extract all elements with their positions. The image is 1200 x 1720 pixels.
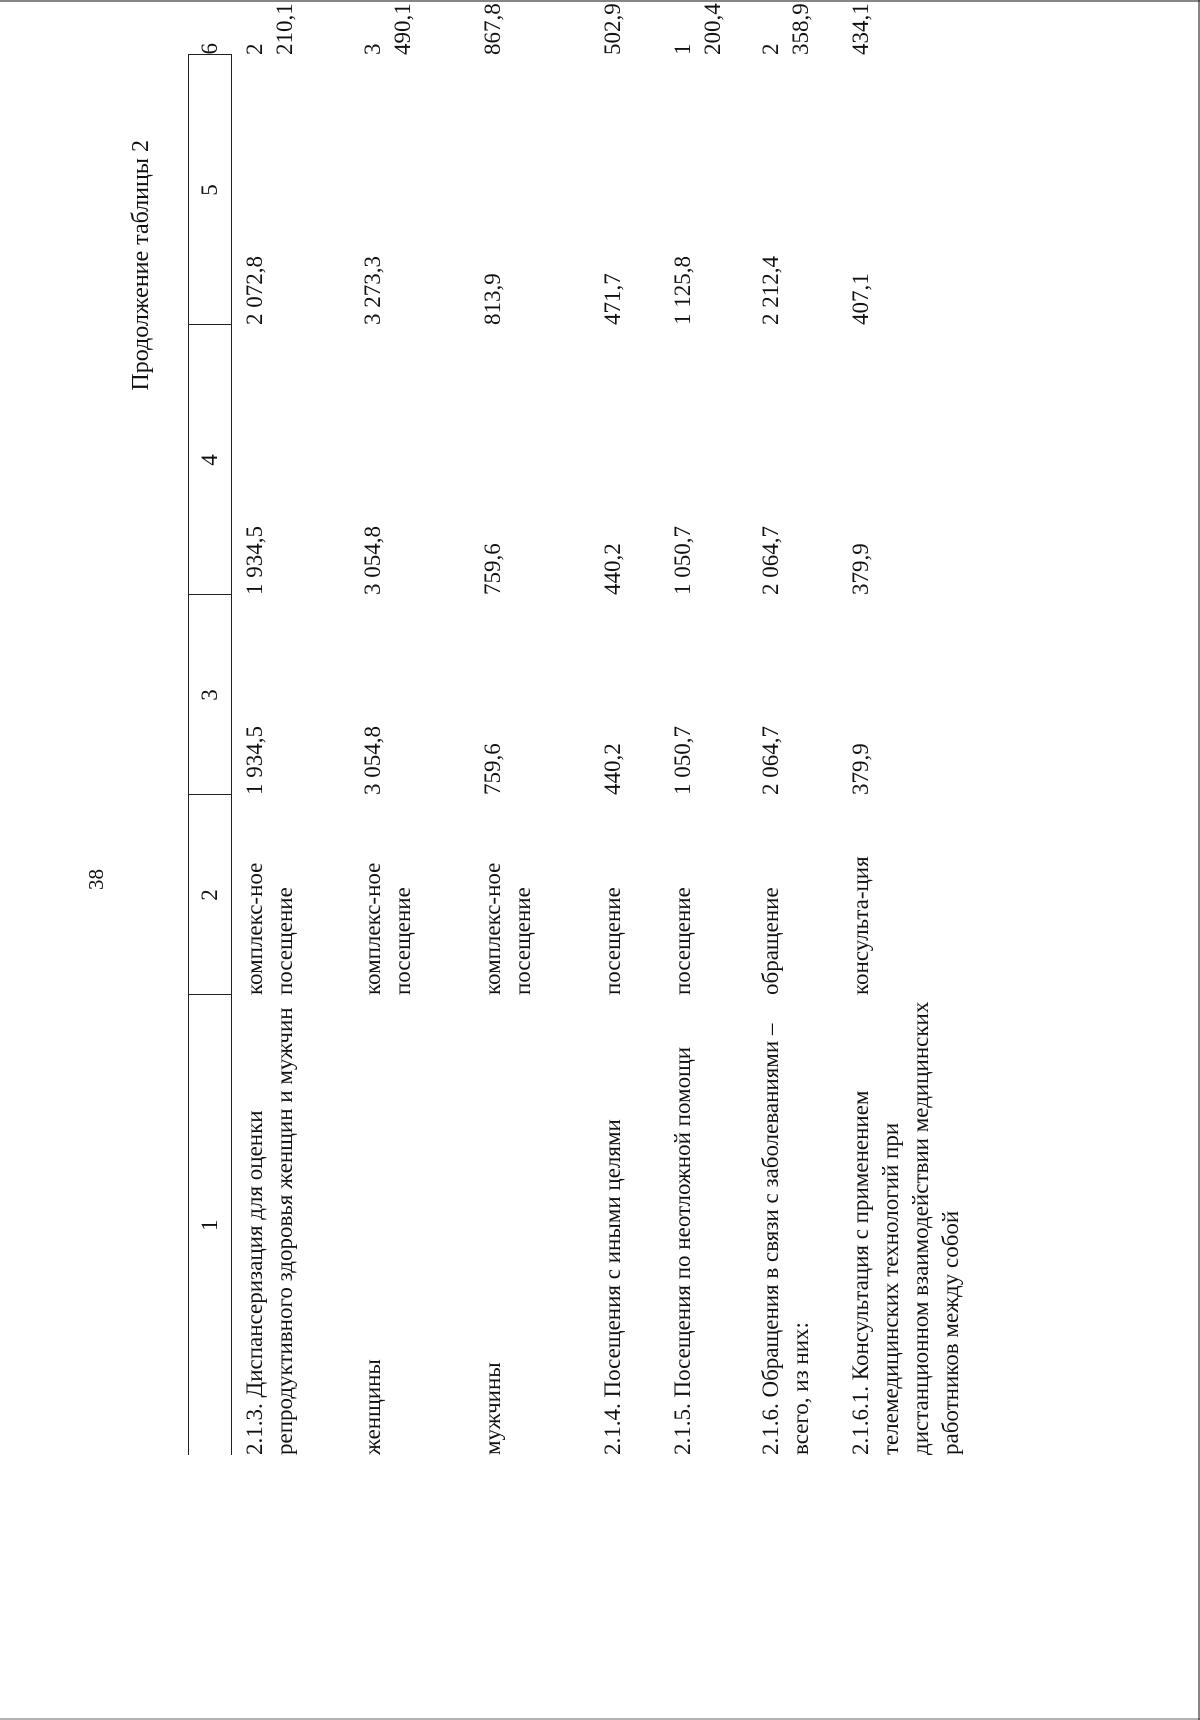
row-unit: обращение — [758, 887, 783, 995]
column-header: 3 — [189, 595, 232, 795]
value-col-5: 813,9 — [480, 273, 505, 325]
value-col-4: 1 050,7 — [670, 526, 695, 595]
value-col-3: 440,2 — [600, 743, 625, 795]
table-row: мужчины комплекс-ное посещение 759,6 759,6 813,9 867,8 — [478, 55, 598, 1455]
column-header: 2 — [189, 795, 232, 995]
value-col-5: 2 212,4 — [758, 256, 783, 325]
value-col-3: 759,6 — [480, 743, 505, 795]
column-header: 1 — [189, 995, 232, 1455]
value-col-4: 759,6 — [480, 543, 505, 595]
table-row: женщины комплекс-ное посещение 3 054,8 3 054,8 3 273,3 3 490,1 — [358, 55, 478, 1455]
row-name: 2.1.6.1. Консультация с применением телемедицинских технологий при дистанционном взаимодействии медицинских работников между собой — [848, 1001, 963, 1455]
value-col-4: 1 934,5 — [242, 526, 267, 595]
column-header: 5 — [189, 55, 232, 325]
value-col-5: 3 273,3 — [360, 256, 385, 325]
row-name: 2.1.4. Посещения с иными целями — [600, 1119, 625, 1455]
row-unit: комплекс-ное посещение — [480, 862, 535, 995]
row-name: 2.1.5. Посещения по неотложной помощи — [670, 1046, 695, 1455]
value-col-3: 3 054,8 — [360, 726, 385, 795]
value-col-5: 407,1 — [848, 273, 873, 325]
value-col-3: 379,9 — [848, 743, 873, 795]
row-name: женщины — [360, 1359, 385, 1455]
table-row: 2.1.3. Диспансеризация для оценки репродуктивного здоровья женщин и мужчин комплекс-ное посещение 1 934,5 1 934,5 2 072,8 2 210,1 — [232, 55, 359, 1455]
continuation-label: Продолжение таблицы 2 — [128, 140, 154, 391]
row-unit: комплекс-ное посещение — [242, 862, 297, 995]
value-col-4: 440,2 — [600, 543, 625, 595]
value-col-3: 2 064,7 — [758, 726, 783, 795]
value-col-5: 471,7 — [600, 273, 625, 325]
page-number: 38 — [84, 869, 108, 890]
row-name: мужчины — [480, 1362, 505, 1455]
table-header: 1 2 3 4 5 6 — [189, 55, 232, 1455]
row-unit: посещение — [670, 887, 695, 995]
value-col-3: 1 050,7 — [670, 726, 695, 795]
value-col-4: 2 064,7 — [758, 526, 783, 595]
table-row: 2.1.6. Обращения в связи с заболеваниями – всего, из них: обращение 2 064,7 2 064,7 2 212,4 2 358,9 — [756, 55, 846, 1455]
row-unit: комплекс-ное посещение — [360, 862, 415, 995]
value-col-4: 3 054,8 — [360, 526, 385, 595]
row-unit: посещение — [600, 887, 625, 995]
data-table — [188, 3, 976, 1455]
value-col-5: 2 072,8 — [242, 256, 267, 325]
row-unit: консульта-ция — [848, 856, 873, 995]
table-row: 2.1.6.1. Консультация с применением телемедицинских технологий при дистанционном взаимодействии медицинских работников между собой консульта-ция 379,9 379,9 407,1 434,1 — [846, 55, 976, 1455]
row-name: 2.1.3. Диспансеризация для оценки репродуктивного здоровья женщин и мужчин — [242, 1007, 297, 1455]
table-row: 2.1.5. Посещения по неотложной помощи посещение 1 050,7 1 050,7 1 125,8 1 200,4 — [668, 55, 756, 1455]
value-col-4: 379,9 — [848, 543, 873, 595]
value-col-3: 1 934,5 — [242, 726, 267, 795]
column-header: 4 — [189, 325, 232, 595]
row-name: 2.1.6. Обращения в связи с заболеваниями – всего, из них: — [758, 1023, 813, 1455]
value-col-5: 1 125,8 — [670, 256, 695, 325]
table-row: 2.1.4. Посещения с иными целями посещение 440,2 440,2 471,7 502,9 — [598, 55, 668, 1455]
